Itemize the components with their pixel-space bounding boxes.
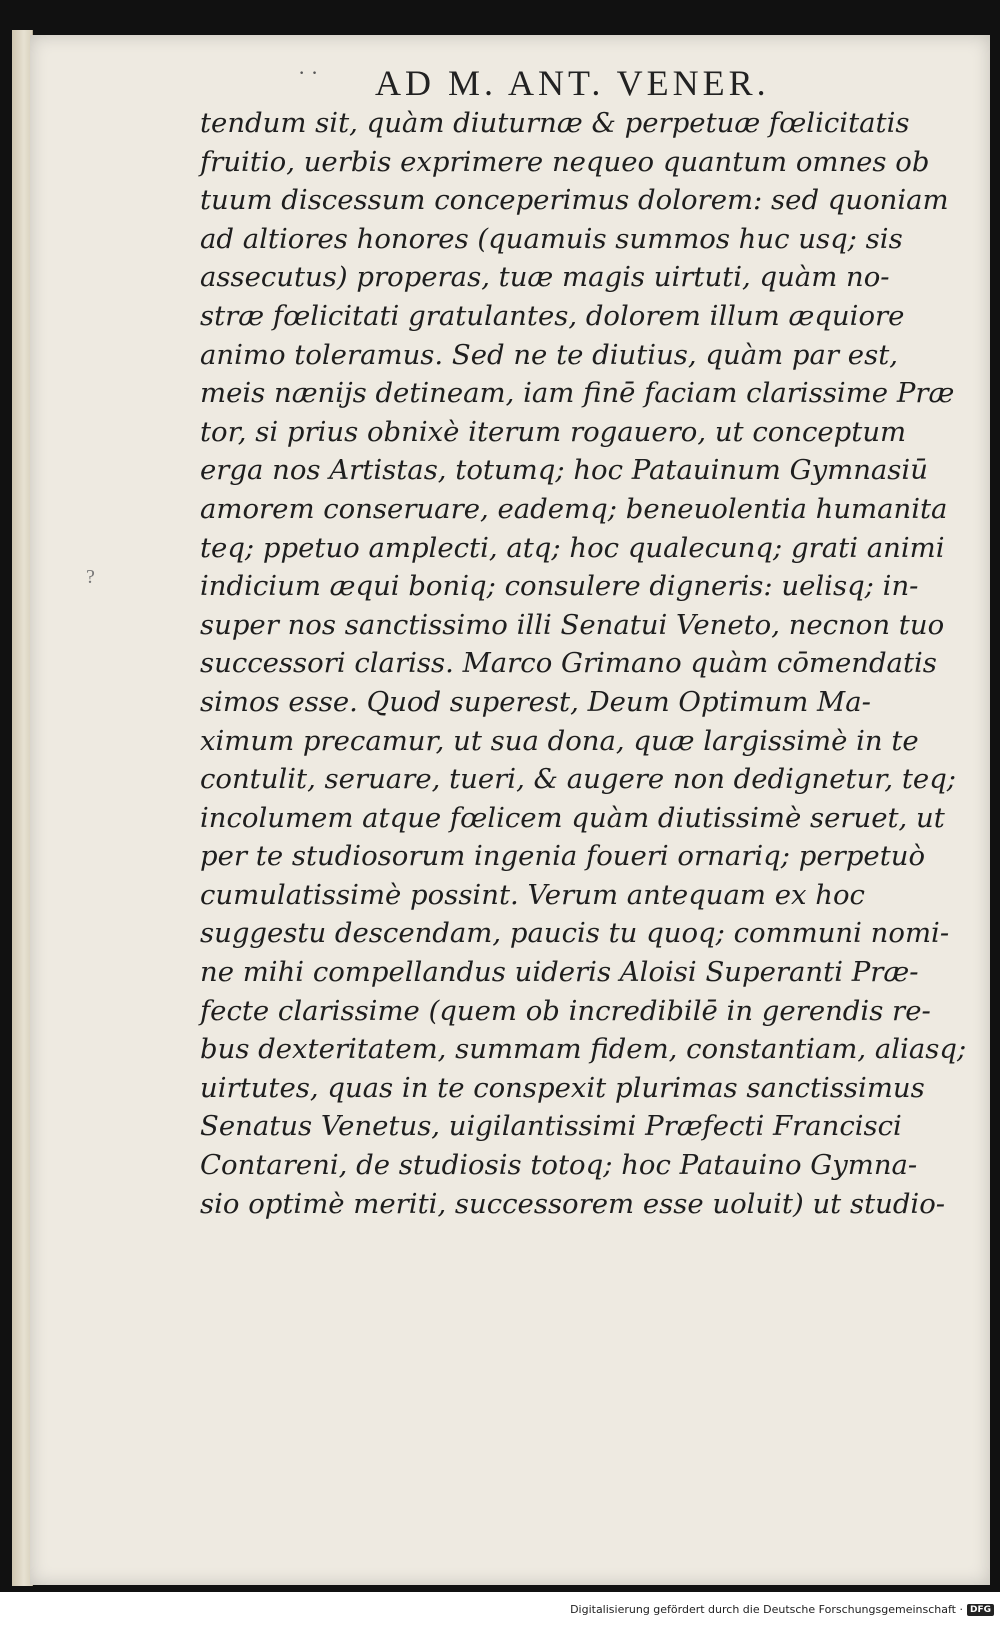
margin-note: ?: [86, 566, 95, 588]
text-line: meis nænijs detineam, iam finē faciam clarissime Præ: [200, 377, 955, 410]
text-line: cumulatissimè possint. Verum antequam ex hoc: [200, 878, 865, 911]
text-line: super nos sanctissimo illi Senatui Veneto, necnon tuo: [200, 608, 945, 641]
text-line: tor, si prius obnixè iterum rogauero, ut conceptum: [200, 415, 907, 448]
text-line: amorem conseruare, eademq; beneuolentia humanita: [200, 492, 948, 525]
text-line: sio optimè meriti, successorem esse uoluit) ut studio-: [200, 1187, 946, 1220]
text-line: uirtutes, quas in te conspexit plurimas sanctissimus: [200, 1071, 925, 1104]
dfg-logo-icon: DFG: [967, 1604, 994, 1616]
text-line: bus dexteritatem, summam fidem, constantiam, aliasq;: [200, 1033, 967, 1066]
text-line: per te studiosorum ingenia foueri ornariq; perpetuò: [200, 840, 926, 873]
text-line: teq; ppetuo amplecti, atq; hoc qualecunq; grati animi: [200, 531, 945, 564]
text-line: Contareni, de studiosis totoq; hoc Patauino Gymna-: [200, 1149, 918, 1182]
text-block: [200, 104, 967, 1223]
text-line: fecte clarissime (quem ob incredibilē in gerendis re-: [200, 994, 931, 1027]
text-line: indicium æqui boniq; consulere digneris: uelisq; in-: [200, 570, 919, 603]
text-line: fruitio, uerbis exprimere nequeo quantum omnes ob: [200, 145, 930, 178]
text-line: stræ fœlicitati gratulantes, dolorem illum æquiore: [200, 299, 905, 332]
running-head: AD M. ANT. VENER.: [375, 63, 770, 103]
footer-credit: Digitalisierung gefördert durch die Deutsche Forschungsgemeinschaft ·: [570, 1603, 963, 1616]
digitization-footer: [570, 1603, 994, 1616]
text-line: Senatus Venetus, uigilantissimi Præfecti Francisci: [200, 1110, 902, 1143]
text-line: contulit, seruare, tueri, & augere non dedignetur, teq;: [200, 763, 957, 796]
text-line: erga nos Artistas, totumq; hoc Patauinum Gymnasiū: [200, 454, 928, 487]
head-ornament: · ·: [298, 60, 319, 85]
text-line: animo toleramus. Sed ne te diutius, quàm par est,: [200, 338, 898, 371]
text-line: assecutus) properas, tuæ magis uirtuti, quàm no-: [200, 261, 890, 294]
text-line: ximum precamur, ut sua dona, quæ largissimè in te: [200, 724, 919, 757]
text-line: ad altiores honores (quamuis summos huc usq; sis: [200, 222, 903, 255]
text-line: suggestu descendam, paucis tu quoq; communi nomi-: [200, 917, 950, 950]
text-line: ne mihi compellandus uideris Aloisi Superanti Præ-: [200, 956, 919, 989]
text-line: successori clariss. Marco Grimano quàm cōmendatis: [200, 647, 937, 680]
text-line: tuum discessum conceperimus dolorem: sed quoniam: [200, 184, 949, 217]
text-line: simos esse. Quod superest, Deum Optimum Ma-: [200, 685, 871, 718]
text-line: tendum sit, quàm diuturnæ & perpetuæ fœlicitatis: [200, 107, 910, 139]
text-line: incolumem atque fœlicem quàm diutissimè seruet, ut: [200, 801, 945, 834]
